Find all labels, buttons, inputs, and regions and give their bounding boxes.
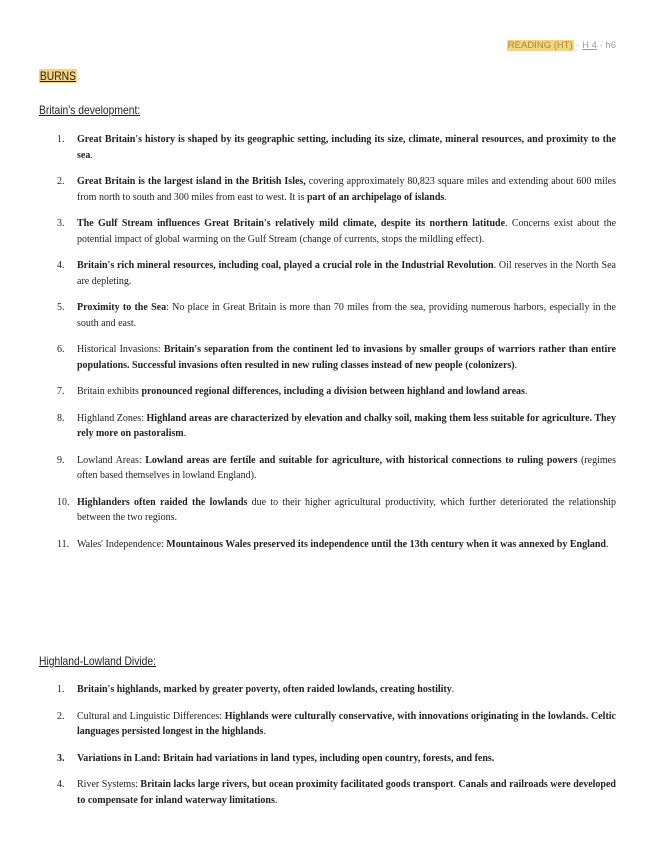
bold-text: Great Britain's history is shaped by its geographic setting, including its size, climate, mineral resources, and proximity to the sea [77, 134, 616, 161]
section-heading-britains-development: Britain's development: [39, 103, 141, 117]
highland-lowland-list [0, 682, 655, 819]
list-item-number: 1. [57, 134, 65, 145]
bold-text: Britain's separation from the continent led to invasions by smaller groups of warriors rather than entire populations. Successful invasions often resulted in new ruling classes instead of new people (colonizers) [77, 344, 616, 371]
bold-text: Great Britain is the largest island in the British Isles, [77, 176, 306, 187]
bold-text: Proximity to the Sea [77, 302, 167, 313]
bold-text: pronounced regional differences, including a division between highland and lowland areas [141, 386, 525, 397]
header-meta [507, 40, 616, 51]
list-item [0, 216, 655, 247]
list-item [0, 537, 655, 553]
bold-text: Britain's rich mineral resources, including coal, played a crucial role in the Industrial Revolution [77, 260, 494, 271]
text: . [90, 149, 93, 161]
bold-text: The Gulf Stream influences Great Britain's relatively mild climate, despite its northern latitude [77, 218, 506, 229]
bold-text: part of an archipelago of islands [306, 191, 445, 203]
list-item-number: 2. [57, 176, 65, 187]
bold-text: Highlanders often raided the lowlands [77, 496, 248, 508]
text: : No place in Great Britain is more than 70 miles from the sea, providing numerous harbors, especially in the south and east. [77, 302, 616, 329]
list-item [0, 174, 655, 205]
bold-text: Highlands were culturally conservative, with innovations originating in the lowlands. Celtic languages persisted longest in the highlands [77, 710, 617, 737]
list-item [0, 495, 655, 526]
list-item [0, 751, 655, 767]
list-item [0, 682, 655, 698]
reading-tag: READING (HT) [507, 40, 573, 51]
list-item-number: 10. [57, 496, 70, 508]
text: . [263, 726, 266, 737]
development-list [0, 132, 655, 563]
text: River Systems: [77, 779, 141, 790]
list-item-number: 7. [57, 386, 65, 397]
text: . Oil reserves in the North Sea are depleting. [77, 260, 616, 287]
bold-text: Canals and railroads were developed to compensate for inland waterway limitations [77, 779, 616, 806]
text: . [453, 779, 459, 790]
h4-link[interactable]: H 4 [582, 40, 597, 51]
section-heading-highland-lowland: Highland-Lowland Divide: [39, 654, 157, 668]
list-item [0, 384, 655, 400]
list-item-number: 11. [57, 538, 70, 550]
bold-text: Britain's highlands, marked by greater poverty, often raided lowlands, creating hostility [77, 684, 452, 695]
text: Historical Invasions: [77, 344, 164, 355]
text: Wales' Independence: [77, 538, 167, 550]
bold-text: Mountainous Wales preserved its independence until the 13th century when it was annexed by England [166, 538, 606, 550]
list-item-number: 3. [57, 752, 65, 764]
list-item [0, 411, 655, 442]
bold-text: Variations in Land: Britain had variations in land types, including open country, forests, and fens. [77, 752, 495, 764]
list-item-number: 3. [57, 218, 65, 229]
text: . [514, 359, 518, 371]
text: . [274, 794, 278, 806]
list-item [0, 709, 655, 740]
list-item-number: 8. [57, 412, 65, 424]
document-title: BURNS [39, 69, 76, 83]
h6-tag: h6 [605, 40, 616, 51]
list-item-number: 1. [57, 684, 65, 695]
text: (regimes often based themselves in lowland England). [77, 454, 617, 481]
list-item-number: 6. [57, 344, 65, 355]
bold-text: Highland areas are characterized by elevation and chalky soil, making them less suitable for agriculture. They rely more on pastoralism [77, 412, 617, 439]
list-item [0, 777, 655, 808]
text: . Concerns exist about the potential impact of global warming on the Gulf Stream (change of currents, stops the mildling effect). [77, 218, 617, 245]
text: . [524, 386, 528, 397]
separator: · [596, 40, 606, 51]
text: Cultural and Linguistic Differences: [77, 710, 225, 722]
text: . [444, 191, 447, 203]
text: Britain exhibits [77, 386, 142, 397]
list-item-number: 5. [57, 302, 65, 313]
separator: · [573, 40, 583, 51]
text: covering approximately 80,823 square miles and extending about 600 miles from north to south and 300 miles from east to west. It is [77, 176, 616, 203]
text: . [605, 538, 609, 550]
list-item [0, 132, 655, 163]
text: . [183, 428, 187, 439]
bold-text: Britain lacks large rivers, but ocean proximity facilitated goods transport [140, 779, 454, 790]
text: . [451, 684, 455, 695]
text: Highland Zones: [77, 412, 147, 424]
text: due to their higher agricultural productivity, which further deteriorated the relationship between the two regions. [77, 496, 617, 523]
bold-text: Lowland areas are fertile and suitable for agriculture, with historical connections to ruling powers [145, 454, 578, 466]
text: Lowland Areas: [77, 454, 146, 466]
list-item [0, 300, 655, 331]
list-item-number: 4. [57, 260, 65, 271]
list-item-number: 9. [57, 454, 65, 466]
list-item [0, 342, 655, 373]
list-item-number: 2. [57, 710, 65, 722]
list-item [0, 453, 655, 484]
list-item-number: 4. [57, 779, 65, 790]
list-item [0, 258, 655, 289]
